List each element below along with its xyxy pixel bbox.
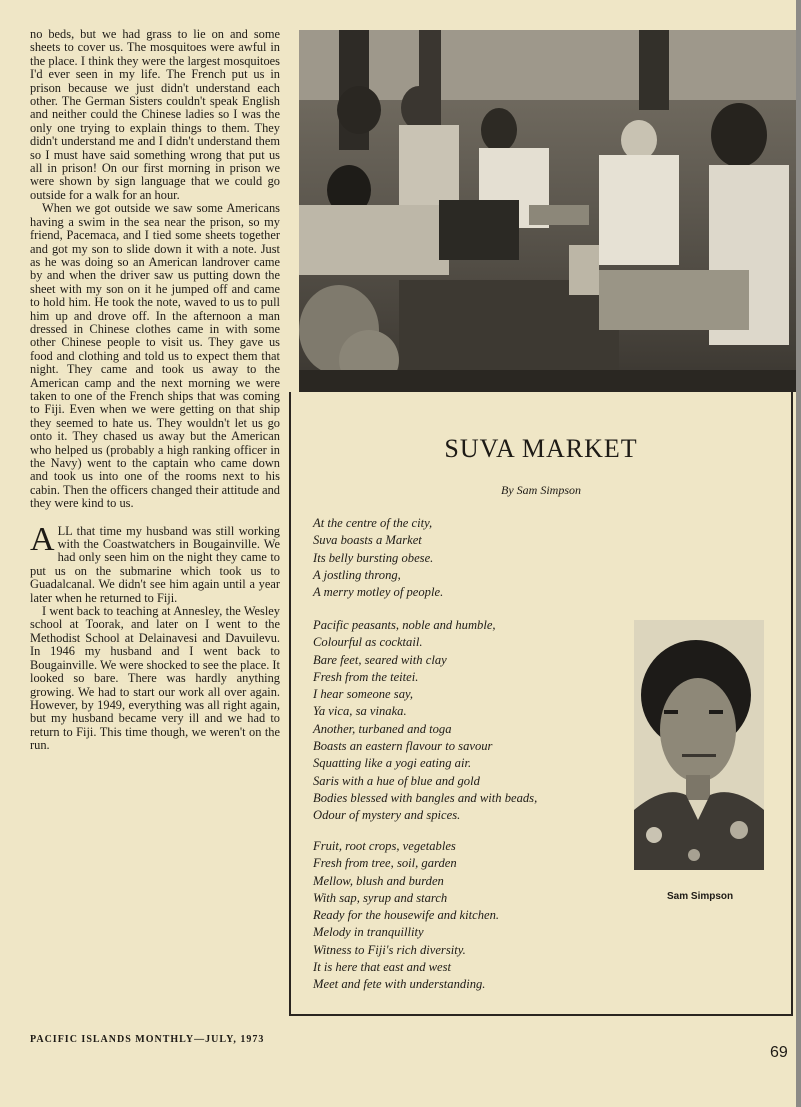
article-paragraph — [30, 520, 280, 605]
poem-line: It is here that east and west — [313, 960, 452, 975]
poem-line: Meet and fete with understanding. — [313, 977, 486, 992]
poem-line: Colourful as cocktail. — [313, 635, 423, 650]
poem-line: Ya vica, sa vinaka. — [313, 704, 407, 719]
poem-line: A jostling throng, — [313, 567, 401, 582]
article-paragraph: When we got outside we saw some Americans having a swim in the sea near the prison, so my friend, Pacemaca, and I tied some sheets together and got my son to slide down it with a note. Just as he was doing so an American landrover came by and when the driver saw us putting down the sheet with my son on it he jumped off and came to hold him. He took the note, waved to us to pull him up and drove off. In the afternoon a man dressed in Chinese clothes came in with some other Chinese people to visit us. They gave us food and clothing and told us to expect them that night. They came and took us away to the American camp and the next morning we were taken to one of the French ships that was coming to Fiji. Even when we were getting on that ship they seemed to hate us. They wouldn't let us go onto it. They chased us away but the American who helped us (probably a high ranking officer in the Navy) went to the captain who came down and took us into one of the rooms next to his cabin. Then the officers changed their attitude and they were kind to us. — [30, 201, 280, 511]
poem-stanza — [313, 515, 443, 601]
poem-line: Odour of mystery and spices. — [313, 808, 461, 823]
poem-stanza — [313, 617, 537, 825]
page-edge — [796, 0, 801, 1107]
poem-title: SUVA MARKET — [444, 434, 638, 463]
poem-line: With sap, syrup and starch — [313, 890, 448, 905]
poem-line: Mellow, blush and burden — [313, 873, 444, 888]
poem-line: Witness to Fiji's rich diversity. — [313, 942, 466, 957]
poem-line: Fresh from the teitei. — [313, 669, 419, 684]
poem-line: Fruit, root crops, vegetables — [313, 839, 456, 853]
poem-stanza — [313, 838, 499, 994]
article-paragraph: I went back to teaching at Annesley, the Wesley school at Toorak, and later on I went to the Methodist School at Delainavesi and Davuilevu. In 1946 my husband and I went back to Bougainville. We were shocked to see the place. It looked so bare. There was hardly anything growing. We had to start our work all over again. However, by 1949, everything was all right again, but my husband became very ill and we had to return to Fiji. This time though, we weren't on the run. — [30, 604, 280, 753]
poem-line: Pacific peasants, noble and humble, — [313, 618, 496, 632]
poem-line: A merry motley of people. — [313, 585, 444, 600]
poem-box — [289, 392, 793, 1016]
poem-line: Squatting like a yogi eating air. — [313, 756, 472, 771]
poem-line: At the centre of the city, — [313, 516, 433, 530]
portrait-caption: Sam Simpson — [667, 891, 734, 902]
poem-line: Its belly bursting obese. — [313, 550, 434, 565]
poem-line: Suva boasts a Market — [313, 533, 422, 548]
poem-line: Bare feet, seared with clay — [313, 652, 447, 667]
poem-line: Boasts an eastern flavour to savour — [313, 739, 493, 754]
poem-line: Melody in tranquillity — [313, 925, 424, 940]
author-portrait — [634, 620, 764, 870]
market-photo — [299, 30, 796, 392]
page-number: 69 — [770, 1044, 788, 1061]
article-paragraph-text: LL that time my husband was still working with the Coastwatchers in Bougainville. We had only seen him on the night they came to put us on the submarine which took us to Guadalcanal. We didn't see him again until a year later when he returned to Fiji. — [30, 523, 280, 605]
article-column — [30, 28, 280, 753]
market-photo-image — [299, 30, 796, 392]
drop-cap: A — [30, 520, 55, 558]
poem-line: Ready for the housewife and kitchen. — [313, 908, 500, 923]
poem-line: Another, turbaned and toga — [313, 721, 452, 736]
poem-line: Fresh from tree, soil, garden — [313, 856, 457, 871]
poem-byline: By Sam Simpson — [501, 483, 581, 497]
poem-line: Saris with a hue of blue and gold — [313, 773, 480, 788]
publication-footer: PACIFIC ISLANDS MONTHLY—JULY, 1973 — [30, 1034, 265, 1045]
poem-line: I hear someone say, — [313, 687, 414, 702]
author-portrait-image — [634, 620, 764, 870]
article-paragraph: no beds, but we had grass to lie on and some sheets to cover us. The mosquitoes were awful in the place. I think they were the largest mosquitoes I'd ever seen in my life. The French put us in prison because we just didn't understand each other. The German Sisters couldn't speak English and neither could the Chinese ladies so I was the only one trying to explain things to them. They didn't understand me and I didn't understand them so I must have said something wrong that put us all in prison! On our first morning in prison we were shown by sign language that we could go outside for a walk for an hour. — [30, 27, 280, 202]
poem-line: Bodies blessed with bangles and with beads, — [313, 790, 538, 805]
